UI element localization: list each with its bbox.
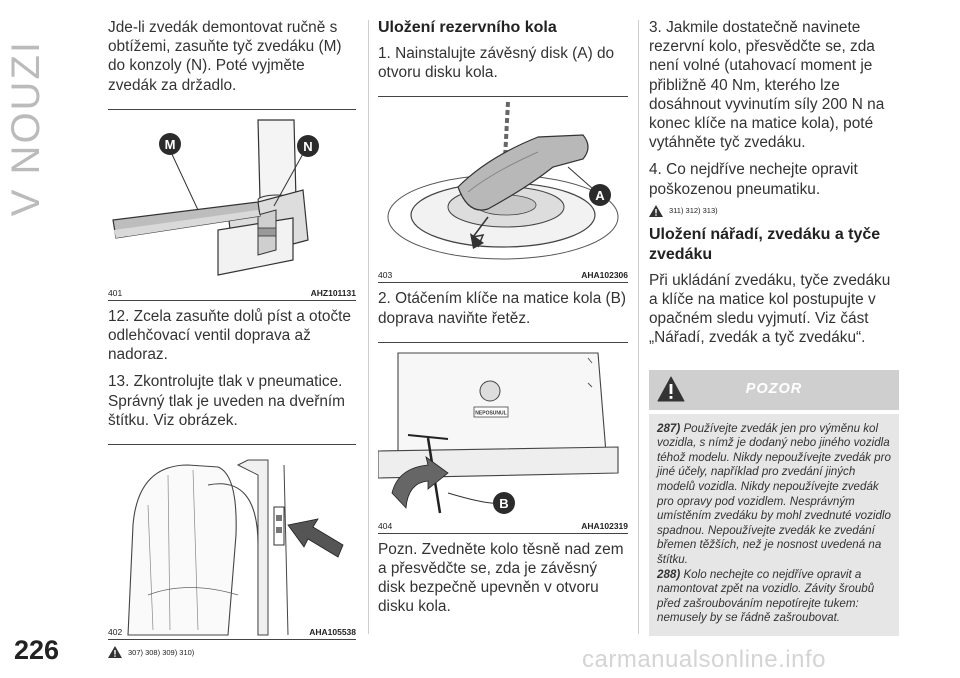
column-2	[378, 18, 628, 625]
callout-m: M	[164, 136, 176, 152]
caution-header	[649, 370, 899, 410]
warning-triangle-icon	[108, 646, 122, 658]
callout-a: A	[595, 188, 605, 204]
figure-code: AHZ101131	[310, 287, 356, 298]
caution-text-288: Kolo nechejte co nejdříve opravit a namontovat zpět na vozidlo. Závity šroubů před zašroubováním nepotírejte tukem: nemusely by se řádně zašroubovat.	[657, 567, 875, 625]
figure-403	[378, 96, 628, 283]
caution-title: POZOR	[745, 380, 803, 397]
figure-number: 404	[378, 520, 393, 531]
figure-code: AHA102319	[581, 520, 628, 531]
figure-code: AHA102306	[581, 270, 628, 281]
caution-text-287: Používejte zvedák jen pro výměnu kol vozidla, s nímž je dodaný nebo jiného vozidla téhož modelu. Nikdy nepoužívejte zvedák pro jiné účely, například pro zvedání jiných modelů vozidla. Nikdy nepoužívejte zvedák pro opravy pod vozidlem. Nesprávným umístěním zvedáku by mohl zvednuté vozidlo spadnou. Nepoužívejte zvedák ke zvedání břemen těžších, než je nosnost uvedená na štítku.	[657, 421, 891, 566]
figure-401	[108, 109, 356, 301]
figure-number: 401	[108, 287, 123, 298]
rear-bumper-crank-illustration	[378, 343, 628, 534]
callout-b: B	[499, 495, 509, 511]
caution-number-287: 287)	[657, 421, 681, 435]
seat-door-illustration	[108, 445, 356, 640]
note-paragraph: Pozn. Zvedněte kolo těsně nad zem a přesvědčte se, zda je závěsný disk bezpečně upevněn v otvoru disku kola.	[378, 540, 624, 616]
warning-references: 311) 312) 313)	[649, 205, 899, 217]
step-3: 3. Jakmile dostatečně navinete rezervní kolo, přesvědčte se, zda není volné (utahovací moment je přibližně 40 Nm, kterého lze dosáhnout vyvinutím síly 200 N na konec klíče na matice kola), poté vytáhněte tyč zvedáku.	[649, 19, 885, 152]
column-divider	[638, 20, 639, 634]
figure-number: 403	[378, 270, 393, 281]
jack-illustration	[108, 110, 356, 301]
side-section-label: V NOUZI	[4, 40, 48, 217]
figure-number: 402	[108, 627, 123, 638]
figure-402	[108, 444, 356, 640]
intro-paragraph: Jde-li zvedák demontovat ručně s obtížemi, zasuňte tyč zvedáku (M) do konzoly (N). Poté vyjměte zvedák za držadlo.	[108, 19, 342, 94]
step-4: 4. Co nejdříve nechejte opravit poškozenou pneumatiku.	[649, 161, 858, 198]
column-1	[108, 18, 356, 666]
caution-body	[649, 414, 899, 636]
figure-404	[378, 342, 628, 534]
spare-wheel-disc-illustration	[378, 97, 628, 283]
column-3	[649, 18, 899, 636]
watermark: carmanualsonline.info	[582, 646, 826, 673]
storage-paragraph: Při ukládání zvedáku, tyče zvedáku a klíče na matice kol postupujte v opačném sledu vyjmutí. Viz část „Nářadí, zvedák a tyč zvedáku“.	[649, 271, 891, 347]
section-heading: Uložení rezervního kola	[378, 19, 557, 36]
step-12: 12. Zcela zasuňte dolů píst a otočte odlehčovací ventil doprava až nadoraz.	[108, 307, 351, 364]
license-plate-text: NEPOSUNUL	[475, 410, 507, 417]
step-1: 1. Nainstalujte závěsný disk (A) do otvoru disku kola.	[378, 45, 615, 82]
warning-triangle-icon	[649, 205, 663, 217]
caution-number-288: 288)	[657, 567, 681, 581]
step-13: 13. Zkontrolujte tlak v pneumatice. Správný tlak je uveden na dveřním štítku. Viz obrázek.	[108, 373, 345, 429]
column-divider	[368, 20, 369, 634]
figure-code: AHA105538	[309, 627, 356, 638]
page-number: 226	[14, 635, 60, 665]
section-heading: Uložení nářadí, zvedáku a tyče zvedáku	[649, 225, 881, 263]
callout-n: N	[303, 138, 313, 154]
step-2: 2. Otáčením klíče na matice kola (B) doprava naviňte řetěz.	[378, 290, 627, 327]
warning-references: 307) 308) 309) 310)	[108, 646, 356, 658]
